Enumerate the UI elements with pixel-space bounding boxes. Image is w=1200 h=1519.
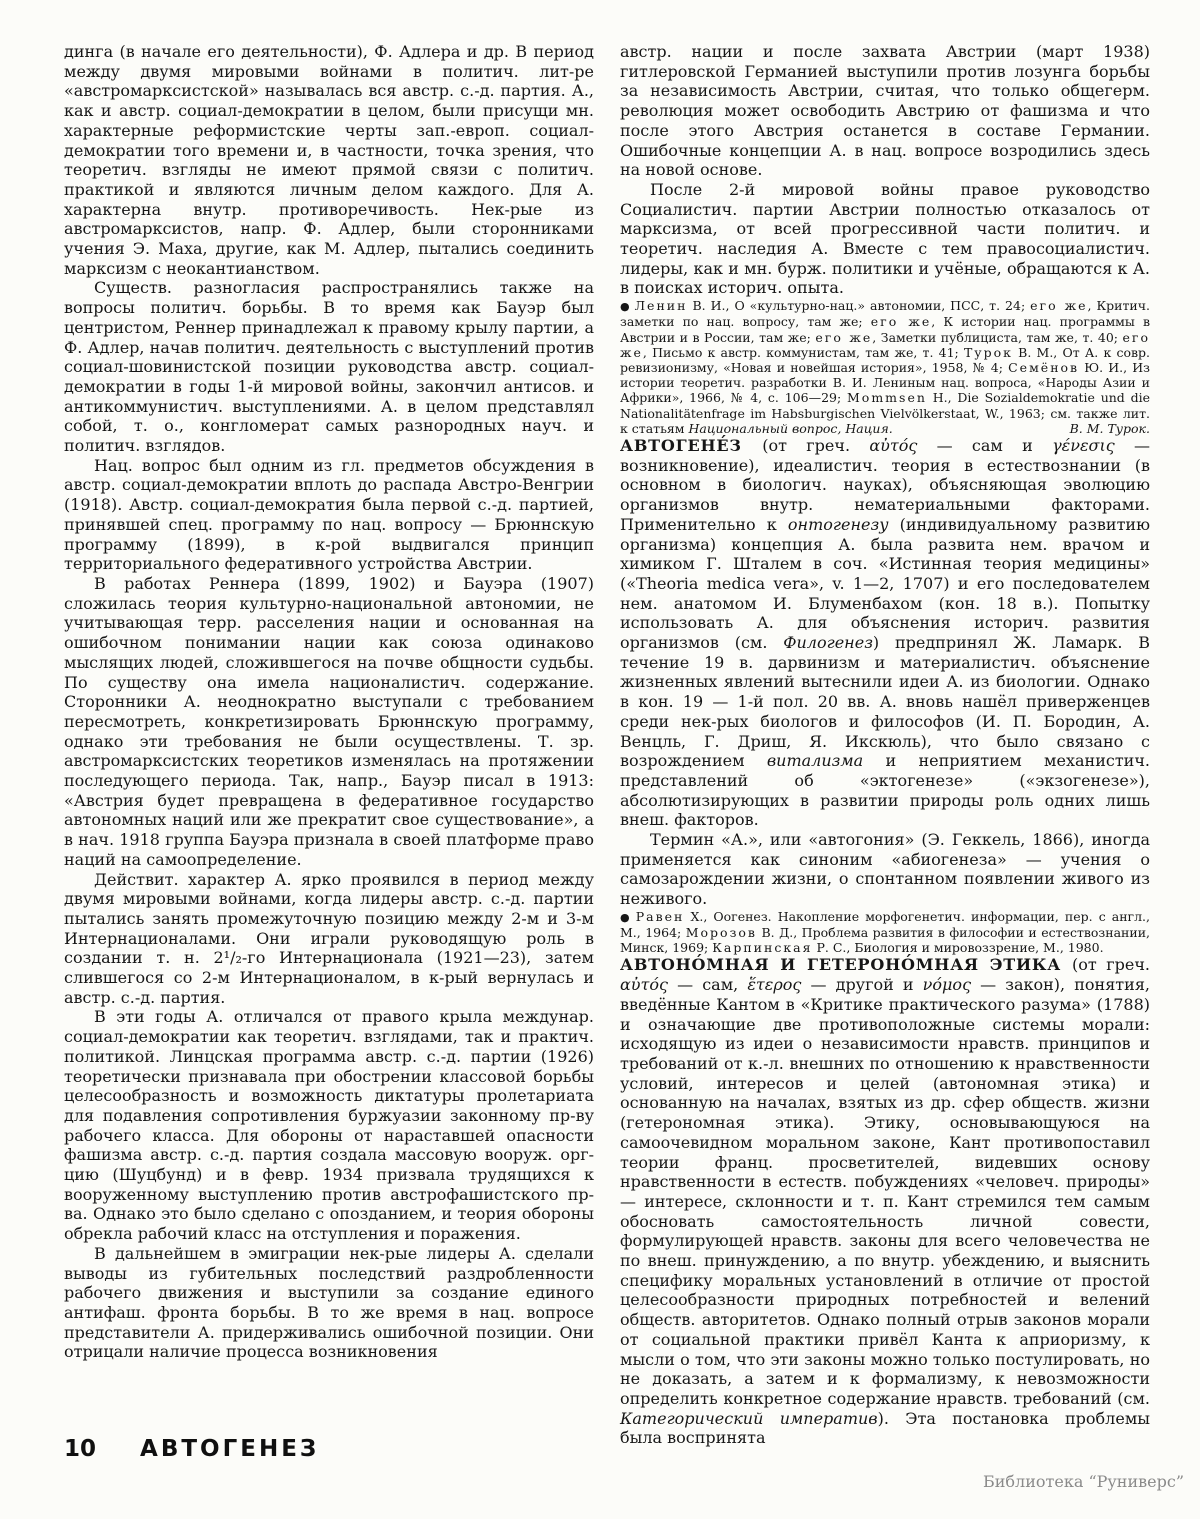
text-run: Ю. И., Из истории теоретич. разработки В. И. Лениным нац. вопроса, «Народы Азии и Африки», 1966, № 4, с. 106—29; xyxy=(620,359,1150,406)
text-run: αὐτός xyxy=(620,975,668,995)
text-run: Морозов xyxy=(685,925,757,941)
text-run: его же xyxy=(815,329,873,345)
text-run: и неприятием механистич. представлений об «эктогенезе» («экзогенезе»), абсолютизирующих в развитии природы роль одних лишь внеш. факторов. xyxy=(620,751,1150,830)
paragraph xyxy=(620,436,1150,830)
footer-page-number: 10 xyxy=(64,1436,97,1462)
paragraph xyxy=(64,42,594,278)
left-column xyxy=(64,42,594,1362)
text-run: Категорический императив xyxy=(620,1408,878,1428)
text-run: Mommsen xyxy=(847,390,927,406)
text-run: — сам и xyxy=(917,435,1053,455)
bibliography-signature: В. М. Турок. xyxy=(1069,420,1150,436)
text-run: его же xyxy=(620,329,1150,360)
text-run: , Заметки публициста, там же, т. 40; xyxy=(872,329,1123,345)
text-run: Турок xyxy=(963,344,1013,360)
bibliography-paragraph xyxy=(620,298,1150,436)
text-run: динга (в начале его деятельности), Ф. Адлера и др. В период между двумя мировыми войнами в политич. лит-ре «австромарксистской» называлась вся австр. с.-д. партия. А., как и австр. социал-демократии в целом, были присущи мн. характерные реформистские черты зап.-европ. социал-демократии того времени и, в частности, точка зрения, что теоретич. взгляды не имеют прямой связи с политич. практикой и являются личным делом каждого. Для А. характерна внутр. противоречивость. Нек-рые из австромарксистов, напр. Ф. Адлер, были сторонниками учения Э. Маха, другие, как М. Адлер, пытались соединить марксизм с неокантианством. xyxy=(64,42,594,278)
text-run: Х., Оогенез. Накопление морфогенетич. информации, пер. с англ., М., 1964; xyxy=(620,908,1150,941)
text-run: австр. нации и после захвата Австрии (март 1938) гитлеровской Германией выступили против лозунга борьбы за независимость Австрии, считая, что только общегерм. революция может освободить Австрию от фашизма и что после этого Австрия останется в составе Германии. Ошибочные концепции А. в нац. вопросе возродились здесь на новой основе. xyxy=(620,42,1150,180)
text-run: витализма xyxy=(766,751,864,771)
text-run: Ленин xyxy=(634,298,688,314)
bibliography-bullet-icon: ● xyxy=(620,910,632,924)
text-run: Существ. разногласия распространялись также на вопросы политич. борьбы. В то время как Бауэр был центристом, Реннер принадлежал к правому крылу партии, а Ф. Адлер, начав политич. деятельность с выступлений против социал-шовинистской позиции руководства австр. социал-демократии в годы 1-й мировой войны, закончил антисов. и антикоммунистич. выступлениями. А. в целом представлял собой, т. о., конгломерат самых разнородных науч. и политич. взглядов. xyxy=(64,278,594,456)
paragraph xyxy=(620,955,1150,1448)
text-run: онтогенезу xyxy=(787,514,889,534)
text-run: (от греч. xyxy=(762,435,870,455)
text-run: В эти годы А. отличался от правого крыла междунар. социал-демократии как теоретич. взглядами, так и практич. политикой. Линцская программа австр. с.-д. партии (1926) теоретически признавала при обострении классовой борьбы целесообразность и возможность диктатуры пролетариата для подавления сопротивления буржуазии законному пр-ву рабочего класса. Для обороны от нараставшей опасности фашизма австр. с.-д. партия создала массовую вооруж. орг-цию (Шуцбунд) и в февр. 1934 призвала трудящихся к вооруженному выступлению против австрофашистского пр-ва. Однако это было сделано с опозданием, и теория обороны обрекла рабочий класс на отступления и поражения. xyxy=(64,1007,594,1244)
text-run: — возникновение), идеалистич. теория в естествознании (в основном в биологич. науках), объясняющая эволюцию организмов внутр. нематериальными факторами. Применительно к xyxy=(620,435,1150,534)
paragraph xyxy=(64,870,594,1008)
paragraph xyxy=(64,456,594,574)
text-run: — другой и xyxy=(801,975,923,995)
page-footer xyxy=(64,1436,319,1462)
text-run: ἕτερος xyxy=(747,975,802,995)
text-run: Действит. характер А. ярко проявился в период между двумя мировыми войнами, когда лидеры австр. с.-д. партии пытались занять промежуточную позицию между 2-м и 3-м Интернационалами. Они играли руководящую роль в создании т. н. 2¹/₂-го Интернационала (1921—23), затем слившегося со 2-м Интернационалом, в к-рый вернулась и австр. с.-д. партия. xyxy=(64,869,594,1007)
entry-headword: АВТОГЕНЕ́З xyxy=(620,435,763,455)
text-run: (индивидуальному развитию организма) концепция А. была развита нем. врачом и химиком Г. Шталем в соч. «Истинная теория медицины» («Theoria medica vera», v. 1—2, 1707) и его последователем нем. анатомом И. Блуменбахом (кон. 18 в.). Попытку использовать А. для объяснения историч. развития организмов (см. xyxy=(620,514,1151,653)
paragraph xyxy=(620,830,1150,909)
text-run: После 2-й мировой войны правое руководство Социалистич. партии Австрии полностью отказалось от марксизма, от всей прогрессивной части политич. и теоретич. наследия А. Вместе с тем правосоциалистич. лидеры, как и мн. бурж. политики и учёные, обращаются к А. в поисках историч. опыта. xyxy=(620,179,1150,298)
text-run: νόμος xyxy=(922,975,972,995)
text-run: γένεσις xyxy=(1052,435,1115,455)
text-run: Равен xyxy=(635,908,685,924)
text-run: его же xyxy=(1030,298,1088,314)
text-run: , Письмо к австр. коммунистам, там же, т. 41; xyxy=(642,344,964,360)
text-run: В дальнейшем в эмиграции нек-рые лидеры А. сделали выводы из губительных последствий раздробленности рабочего движения и выступили за создание единого антифаш. фронта борьбы. В то же время в нац. вопросе представители А. придерживались ошибочной позиции. Они отрицали наличие процесса возникновения xyxy=(64,1243,594,1362)
text-run: Национальный вопрос, Нация. xyxy=(688,420,893,436)
text-run: Семёнов xyxy=(1008,359,1080,375)
paragraph xyxy=(64,574,594,870)
watermark: Библиотека “Руниверс” xyxy=(982,1472,1184,1491)
entry-headword: АВТОНО́МНАЯ И ГЕТЕРОНО́МНАЯ ЭТИКА xyxy=(620,955,1072,975)
text-run: αὐτός xyxy=(869,435,918,455)
paragraph xyxy=(620,180,1150,298)
text-run: Термин «А.», или «автогония» (Э. Геккель, 1866), иногда применяется как синоним «абиогенеза» — учения о самозарождении жизни, о спонтанном появлении живого из неживого. xyxy=(620,830,1150,909)
text-run: В работах Реннера (1899, 1902) и Бауэра (1907) сложилась теория культурно-национальной автономии, не учитывающая терр. расселения нации и основанная на ошибочном понимании нации как союза одинаково мыслящих людей, сложившегося на почве общности судьбы. По существу она имела националистич. содержание. Сторонники А. неоднократно выступали с требованием пересмотреть, конкретизировать Брюннскую программу, однако эти требования не были осуществлены. Т. зр. австромарксистских теоретиков изменялась на протяжении последующего периода. Так, напр., Бауэр писал в 1913: «Австрия будет превращена в федеративное государство автономных наций или же прекратит свое существование», а в нач. 1918 группа Бауэра признала в своей платформе право наций на самоопределение. xyxy=(64,573,594,869)
text-run: его же xyxy=(870,314,932,330)
text-run: Р. С., Биология и мировоззрение, М., 1980. xyxy=(812,940,1104,956)
text-run: , Критич. заметки по нац. вопросу, там же; xyxy=(620,298,1150,330)
text-run: Нац. вопрос был одним из гл. предметов обсуждения в австр. социал-демократии вплоть до распада Австро-Венгрии (1918). Австр. социал-демократия была первой с.-д. партией, принявшей спец. программу по нац. вопросу — Брюннскую программу (1899), в к-рой выдвигался принцип территориального федеративного устройства Австрии. xyxy=(64,455,594,574)
text-run: В. И., О «культурно-нац.» автономии, ПСС, т. 24; xyxy=(687,298,1031,314)
text-run: В. Д., Проблема развития в философии и естествознании, Минск, 1969; xyxy=(620,925,1150,956)
text-run: Филогенез xyxy=(783,633,873,653)
text-run: H., Die Sozialdemokratie und die Nationalitätenfrage im Habsburgischen Vielvölkerstaat, W., 1963; см. также лит. к статьям xyxy=(620,390,1151,436)
bibliography-bullet-icon: ● xyxy=(620,300,631,314)
text-run: — сам, xyxy=(667,975,748,995)
paragraph xyxy=(620,42,1150,180)
paragraph xyxy=(64,1244,594,1362)
right-column xyxy=(620,42,1150,1448)
paragraph xyxy=(64,278,594,455)
text-run: ) предпринял Ж. Ламарк. В течение 19 в. дарвинизм и материалистич. объяснение жизненных явлений вытеснили идеи А. из биологии. Однако в кон. 19 — 1-й пол. 20 вв. А. вновь нашёл приверженцев среди нек-рых биологов и философов (И. П. Бородин, А. Венцль, Г. Дриш, Я. Икскюль), что было связано с возрождением xyxy=(620,633,1150,771)
footer-running-title: АВТОГЕНЕЗ xyxy=(140,1436,320,1462)
text-run: (от греч. xyxy=(1071,955,1151,975)
text-run: , К истории нац. программы в Австрии и в России, там же; xyxy=(620,314,1150,345)
text-run: ). Эта постановка проблемы была воспринята xyxy=(620,1408,1150,1448)
text-run: — закон), понятия, введённые Кантом в «Критике практического разума» (1788) и означающие две противоположные системы морали: исходящую из идеи о независимости нравств. принципов и требований от к.-л. внешних по отношению к нравственности условий, интересов и целей (автономная этика) и основанную на началах, взятых из др. сфер обществ. жизни (гетерономная этика). Этику, основывающуюся на самоочевидном моральном законе, Кант противопоставил теории франц. просветителей, видевших основу нравственности в естеств. побуждениях «человеч. природы» — интересе, склонности и т. п. Кант стремился тем самым обосновать самостоятельность личной совести, формулирующей нравств. законы для всего человечества не по внеш. принуждению, а по внутр. убеждению, и выяснить специфику моральных установлений в отличие от простой целесообразности природных потребностей и велений обществ. авторитетов. Однако полный отрыв законов морали от социальной практики привёл Канта к априоризму, к мысли о том, что эти законы можно только постулировать, но не доказать, а затем и к формализму, к невозможности определить конкретное содержание нравств. требований (см. xyxy=(620,975,1150,1408)
paragraph xyxy=(64,1007,594,1243)
text-run: В. М., От А. к совр. ревизионизму, «Новая и новейшая история», 1958, № 4; xyxy=(620,344,1151,375)
text-run: Карпинская xyxy=(712,940,813,956)
bibliography-paragraph xyxy=(620,909,1150,956)
